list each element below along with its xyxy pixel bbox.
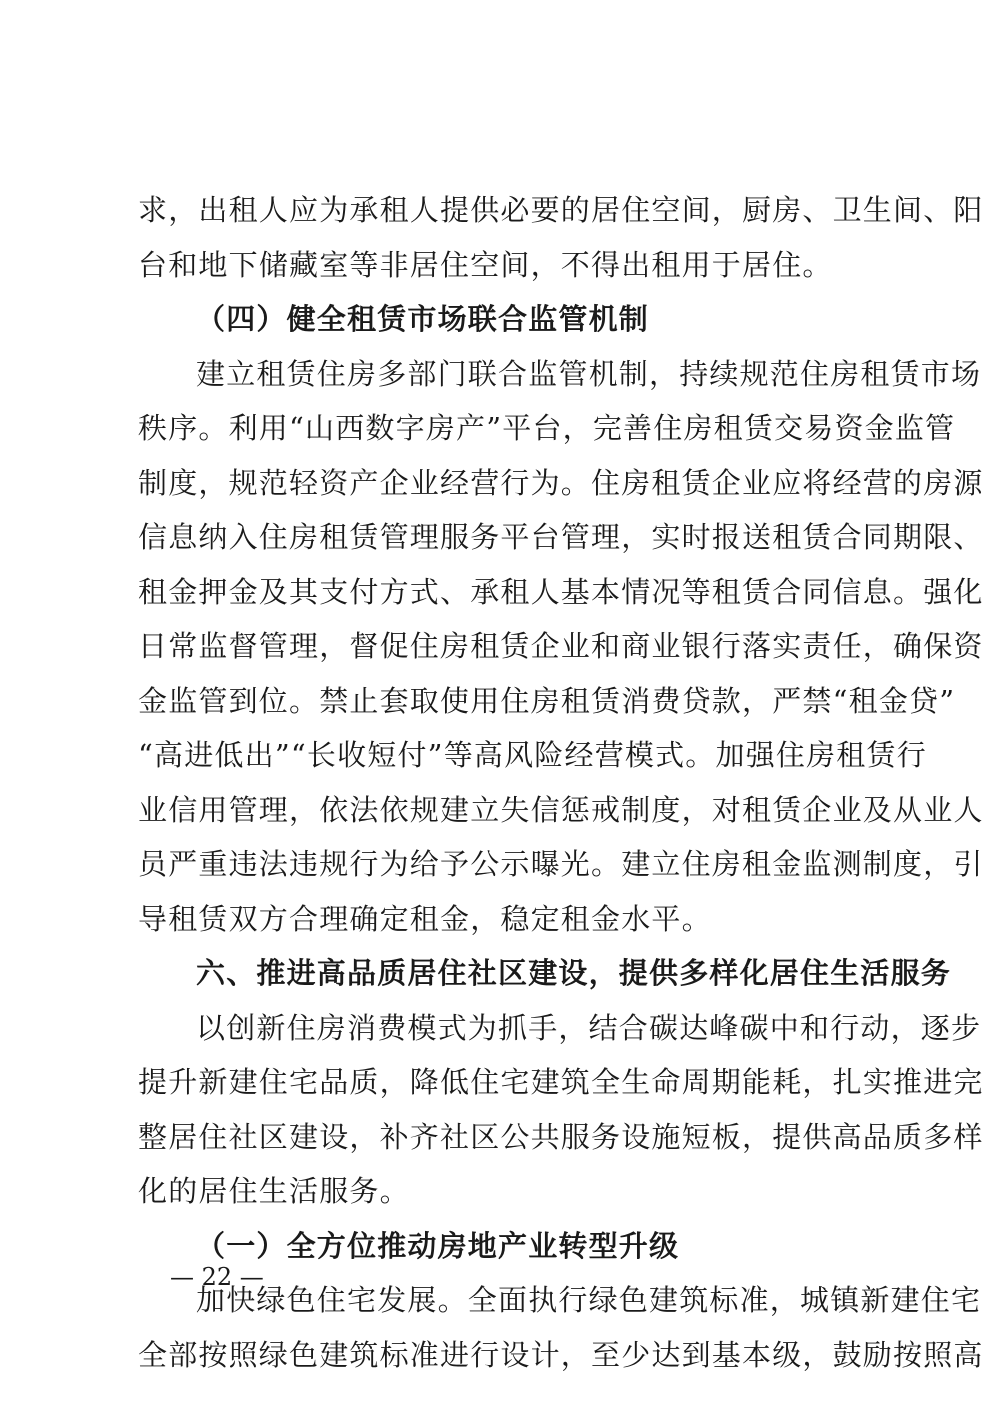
text-line: 化的居住生活服务。 — [138, 1174, 410, 1208]
section-heading: （一）全方位推动房地产业转型升级 — [196, 1228, 680, 1263]
chapter-heading: 六、推进高品质居住社区建设，提供多样化居住生活服务 — [196, 956, 952, 990]
text-line: 求，出租人应为承租人提供必要的居住空间，厨房、卫生间、阳 — [138, 193, 984, 227]
text-line: 秩序。利用“山西数字房产”平台，完善住房租赁交易资金监管 — [138, 411, 956, 445]
body-text — [138, 183, 984, 1382]
text-line: “高进低出”“长收短付”等高风险经营模式。加强住房租赁行 — [138, 738, 927, 772]
text-line: 台和地下储藏室等非居住空间，不得出租用于居住。 — [138, 247, 833, 282]
text-line: 金监管到位。禁止套取使用住房租赁消费贷款，严禁“租金贷” — [138, 683, 956, 718]
section-heading: （四）健全租赁市场联合监管机制 — [196, 302, 650, 336]
text-line: 员严重违法违规行为给予公示曝光。建立住房租金监测制度，引 — [138, 847, 984, 881]
text-line: 租金押金及其支付方式、承租人基本情况等租赁合同信息。强化 — [138, 574, 984, 609]
paragraph-start: 以创新住房消费模式为抓手，结合碳达峰碳中和行动，逐步 — [196, 1010, 982, 1045]
text-line: 信息纳入住房租赁管理服务平台管理，实时报送租赁合同期限、 — [138, 520, 984, 554]
paragraph-start: 建立租赁住房多部门联合监管机制，持续规范住房租赁市场 — [196, 356, 982, 391]
text-line: 整居住社区建设，补齐社区公共服务设施短板，提供高品质多样 — [138, 1119, 984, 1154]
page-number: — 22 — — [170, 1263, 264, 1291]
paragraph-start: 加快绿色住宅发展。全面执行绿色建筑标准，城镇新建住宅 — [196, 1283, 982, 1317]
text-line: 提升新建住宅品质，降低住宅建筑全生命周期能耗，扎实推进完 — [138, 1065, 984, 1099]
text-line: 全部按照绿色建筑标准进行设计，至少达到基本级，鼓励按照高 — [138, 1337, 984, 1372]
text-line: 导租赁双方合理确定租金，稳定租金水平。 — [138, 901, 712, 936]
text-line: 业信用管理，依法依规建立失信惩戒制度，对租赁企业及从业人 — [138, 792, 984, 827]
text-line: 日常监督管理，督促住房租赁企业和商业银行落实责任，确保资 — [138, 629, 984, 663]
text-line: 制度，规范轻资产企业经营行为。住房租赁企业应将经营的房源 — [138, 465, 984, 500]
